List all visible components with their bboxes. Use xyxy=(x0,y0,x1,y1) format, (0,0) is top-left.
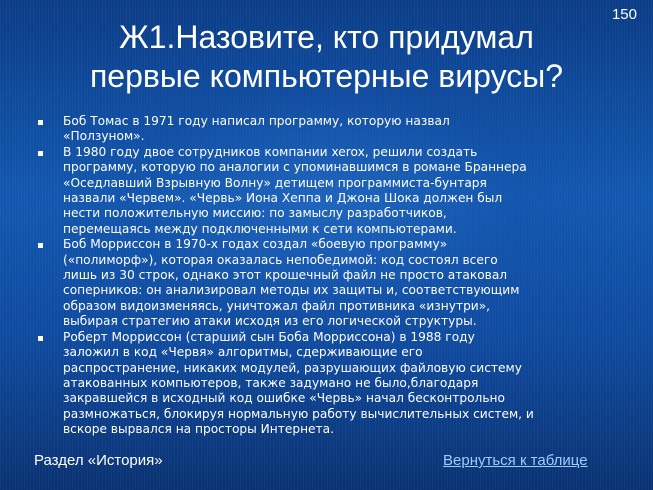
bullet-item-morrison-junior xyxy=(36,330,626,438)
bullet-text-line: Боб Томас в 1971 году написал программу, которую назвал xyxy=(63,114,450,128)
bullet-text-line: «Ползуном». xyxy=(63,129,145,144)
section-label: Раздел «История» xyxy=(34,452,163,469)
bullet-item-morrison-senior xyxy=(36,237,626,329)
bullet-text-line: («полиморф»), которая оказалась непобедимой: код состоял всего xyxy=(63,252,498,267)
square-bullet-icon xyxy=(38,120,43,125)
bullet-text-line: распространение, никаких модулей, разрушающих файловую систему xyxy=(63,360,522,375)
bullet-text-line: Роберт Моррисcон (старший сын Боба Моррисcона) в 1988 году xyxy=(63,329,475,344)
slide-number: 150 xyxy=(611,6,637,23)
square-bullet-icon xyxy=(38,243,43,248)
square-bullet-icon xyxy=(38,336,43,341)
slide-title xyxy=(20,18,633,96)
slide-title-line: первые компьютерные вирусы? xyxy=(89,58,564,94)
bullet-text-line: перемещаясь между подключенными к сети компьютерами. xyxy=(63,221,457,236)
bullet-text-line: нести положительную миссию: по замыслу разработчиков, xyxy=(63,206,447,221)
bullet-text-line: «Оседлавший Взрывную Волну» детищем программиста-бунтаря xyxy=(63,175,487,190)
bullet-text-line: программу, которую по аналогии с упоминавшимся в романе Браннера xyxy=(63,160,527,175)
bullet-text-line: Боб Моррисcон в 1970-х годах создал «боевую программу» xyxy=(63,237,448,252)
back-to-table-link[interactable]: Вернуться к таблице xyxy=(443,452,588,469)
bullet-text-line: соперников: он анализировал методы их защиты и, соответствующим xyxy=(63,283,520,298)
bullet-text-line: образом видоизменяясь, уничтожал файл противника «изнутри», xyxy=(63,298,491,313)
bullet-item-xerox xyxy=(36,145,626,237)
bullet-text-line: В 1980 году двое сотрудников компании xerox, решили создать xyxy=(63,144,478,159)
bullet-text-line: закравшейся в исходный код ошибке «Червь» начал бесконтрольно xyxy=(63,391,505,406)
bullet-text-line: размножаться, блокируя нормальную работу вычислительных систем, и xyxy=(63,406,534,421)
bullet-list xyxy=(36,114,626,438)
bullet-item-thomas xyxy=(36,114,626,145)
bullet-text-line: заложил в код «Червя» алгоритмы, сдерживающие его xyxy=(63,345,423,360)
bullet-text-line: назвали «Червем». «Червь» Иона Хеппа и Джона Шока должен был xyxy=(63,191,503,206)
square-bullet-icon xyxy=(38,151,43,156)
slide-title-line: Ж1.Назовите, кто придумал xyxy=(119,19,534,55)
bullet-text-line: вскоре вырвался на просторы Интернета. xyxy=(63,422,334,437)
bullet-text-line: лишь из 30 строк, однако этот крошечный файл не просто атаковал xyxy=(63,268,508,283)
bullet-text-line: выбирая стратегию атаки исходя из его логической структуры. xyxy=(63,314,477,329)
bullet-text-line: атакованных компьютеров, также задумано не было,благодаря xyxy=(63,375,479,390)
